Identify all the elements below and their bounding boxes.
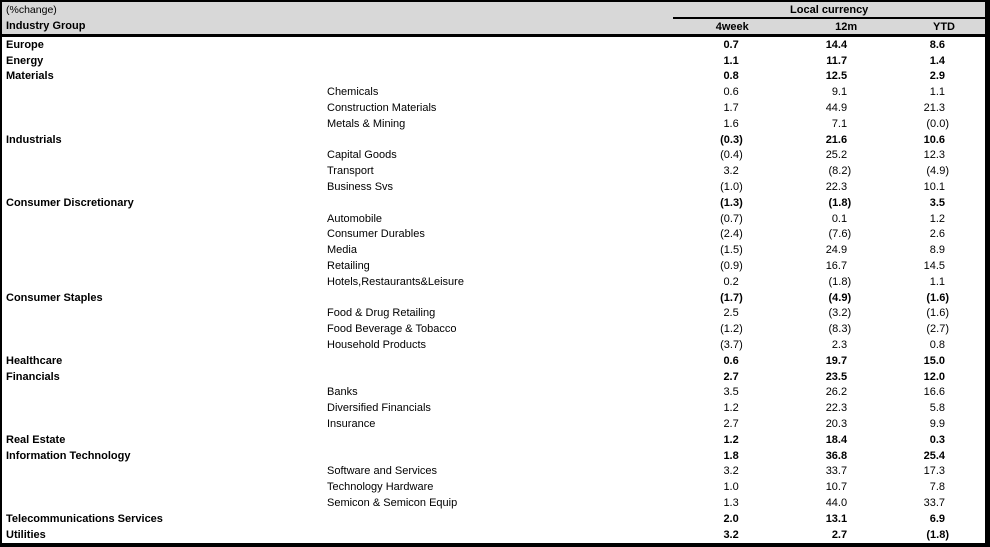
value-cell: 21.3 — [923, 102, 945, 115]
sub-industry-label: Food Beverage & Tobacco — [327, 323, 457, 336]
value-cell: (3.2) — [828, 307, 852, 320]
value-cell: 1.7 — [723, 102, 739, 115]
industry-group-label: Energy — [6, 54, 44, 67]
value-cell: (8.2) — [828, 165, 852, 178]
value-cell: (2.4) — [720, 228, 743, 241]
value-cell: 3.2 — [723, 165, 739, 178]
value-cell: 3.5 — [929, 196, 945, 209]
industry-group-label: Europe — [6, 38, 44, 51]
sub-industry-label: Business Svs — [327, 181, 394, 194]
value-cell: 14.5 — [923, 260, 945, 273]
sub-industry-label: Consumer Durables — [327, 228, 425, 241]
value-cell: 1.2 — [723, 402, 739, 415]
sub-industry-label: Technology Hardware — [327, 481, 434, 494]
sub-industry-label: Retailing — [327, 260, 370, 273]
industry-group-column-header: Industry Group — [1, 18, 673, 36]
value-cell: 2.9 — [929, 70, 945, 83]
percent-change-note: (%change) — [1, 1, 673, 18]
column-header-12m: 12m — [779, 18, 887, 36]
table-row — [1, 36, 988, 53]
table-row — [1, 100, 988, 116]
value-cell: (1.5) — [720, 244, 743, 257]
value-cell: 23.5 — [825, 370, 848, 383]
value-cell: 12.0 — [923, 370, 945, 383]
value-cell: 1.2 — [929, 212, 945, 225]
value-cell: 11.7 — [826, 54, 848, 67]
sub-industry-label: Capital Goods — [327, 149, 397, 162]
industry-group-label: Consumer Staples — [6, 291, 103, 304]
value-cell: 21.6 — [825, 133, 848, 146]
value-cell: 2.5 — [723, 307, 739, 320]
column-header-4week: 4week — [673, 18, 778, 36]
value-cell: (7.6) — [828, 228, 852, 241]
value-cell: 2.6 — [929, 228, 945, 241]
value-cell: (8.3) — [828, 323, 852, 336]
value-cell: (1.8) — [828, 196, 852, 209]
sub-industry-label: Insurance — [327, 418, 376, 431]
table-row — [1, 448, 988, 464]
table-row — [1, 84, 988, 100]
value-cell: 1.1 — [929, 86, 945, 99]
sub-industry-label: Food & Drug Retailing — [327, 307, 436, 320]
value-cell: (0.4) — [720, 149, 743, 162]
value-cell: 6.9 — [929, 512, 945, 525]
value-cell: 22.3 — [825, 181, 848, 194]
value-cell: 1.8 — [723, 449, 739, 462]
value-cell: 3.2 — [723, 465, 739, 478]
industry-group-label: Healthcare — [6, 354, 63, 367]
sub-industry-label: Diversified Financials — [327, 402, 431, 415]
value-cell: 0.7 — [723, 38, 739, 51]
table-row — [1, 511, 988, 527]
value-cell: 0.2 — [723, 275, 739, 288]
table-row — [1, 69, 988, 85]
table-row — [1, 274, 988, 290]
value-cell: 19.7 — [825, 354, 848, 367]
industry-group-label: Real Estate — [6, 433, 66, 446]
table-row — [1, 116, 988, 132]
value-cell: 0.8 — [723, 70, 739, 83]
value-cell: (0.3) — [720, 133, 743, 146]
table-row — [1, 132, 988, 148]
table-body — [1, 36, 988, 545]
value-cell: 10.7 — [825, 481, 848, 494]
value-cell: (2.7) — [926, 323, 949, 336]
table-row — [1, 148, 988, 164]
table-row — [1, 163, 988, 179]
industry-group-label: Telecommunications Services — [6, 512, 163, 525]
value-cell: 1.1 — [929, 275, 945, 288]
value-cell: (4.9) — [926, 165, 949, 178]
value-cell: 1.3 — [723, 497, 739, 509]
table-row — [1, 290, 988, 306]
value-cell: 26.2 — [825, 386, 848, 399]
sub-industry-label: Media — [327, 244, 357, 257]
value-cell: (1.8) — [828, 275, 852, 288]
value-cell: 14.4 — [825, 38, 848, 51]
table-row — [1, 337, 988, 353]
value-cell: (1.8) — [926, 528, 949, 541]
value-cell: 2.0 — [723, 512, 739, 525]
value-cell: (0.9) — [720, 260, 743, 273]
sub-industry-label: Chemicals — [327, 86, 379, 99]
value-cell: 15.0 — [923, 354, 945, 367]
value-cell: 8.9 — [929, 244, 945, 257]
value-cell: 44.9 — [825, 102, 848, 115]
industry-group-label: Consumer Discretionary — [6, 196, 134, 209]
value-cell: (1.3) — [720, 196, 743, 209]
value-cell: (1.7) — [720, 291, 743, 304]
value-cell: 0.8 — [929, 339, 945, 352]
value-cell: 7.1 — [831, 117, 848, 130]
value-cell: 3.5 — [723, 386, 739, 399]
table-row — [1, 258, 988, 274]
value-cell: 2.7 — [723, 370, 739, 383]
sub-industry-label: Automobile — [327, 212, 383, 225]
sub-industry-label: Semicon & Semicon Equip — [327, 497, 458, 509]
table-row — [1, 495, 988, 511]
value-cell: 9.9 — [929, 418, 945, 431]
table-row — [1, 53, 988, 69]
value-cell: 18.4 — [825, 433, 848, 446]
table-row — [1, 416, 988, 432]
value-cell: 9.1 — [831, 86, 848, 99]
value-cell: 0.6 — [723, 354, 739, 367]
value-cell: (1.2) — [720, 323, 743, 336]
value-cell: 25.4 — [923, 449, 945, 462]
value-cell: 1.2 — [723, 433, 739, 446]
table-row — [1, 227, 988, 243]
header-row-currency — [1, 1, 988, 18]
value-cell: (0.0) — [926, 117, 949, 130]
industry-group-label: Utilities — [6, 528, 46, 541]
table-header — [1, 1, 988, 36]
table-row — [1, 527, 988, 545]
header-row-columns — [1, 18, 988, 36]
value-cell: 33.7 — [923, 497, 945, 509]
value-cell: 33.7 — [825, 465, 848, 478]
sub-industry-label: Software and Services — [327, 465, 438, 478]
value-cell: 0.1 — [831, 212, 848, 225]
value-cell: 1.0 — [723, 481, 739, 494]
value-cell: 2.7 — [831, 528, 848, 541]
table-row — [1, 353, 988, 369]
sub-industry-label: Construction Materials — [327, 102, 437, 115]
value-cell: 12.3 — [923, 149, 945, 162]
value-cell: 25.2 — [825, 149, 848, 162]
value-cell: (1.6) — [926, 291, 949, 304]
table-row — [1, 432, 988, 448]
value-cell: 2.7 — [723, 418, 739, 431]
table-row — [1, 385, 988, 401]
sub-industry-label: Hotels,Restaurants&Leisure — [327, 275, 464, 288]
local-currency-group-header: Local currency — [673, 1, 987, 18]
table-row — [1, 479, 988, 495]
value-cell: 12.5 — [825, 70, 848, 83]
value-cell: 22.3 — [825, 402, 848, 415]
value-cell: 5.8 — [929, 402, 945, 415]
column-header-ytd: YTD — [887, 18, 987, 36]
value-cell: (1.0) — [720, 181, 743, 194]
value-cell: 44.0 — [825, 497, 848, 509]
value-cell: 3.2 — [723, 528, 739, 541]
value-cell: 8.6 — [929, 38, 945, 51]
table-row — [1, 321, 988, 337]
value-cell: 0.3 — [929, 433, 945, 446]
value-cell: (0.7) — [720, 212, 743, 225]
value-cell: 1.1 — [723, 54, 739, 67]
industry-group-label: Financials — [6, 370, 60, 383]
value-cell: 0.6 — [723, 86, 739, 99]
value-cell: (4.9) — [828, 291, 852, 304]
table-row — [1, 400, 988, 416]
value-cell: 10.6 — [923, 133, 945, 146]
sub-industry-label: Metals & Mining — [327, 117, 406, 130]
value-cell: 2.3 — [831, 339, 848, 352]
table-row — [1, 464, 988, 480]
industry-group-label: Industrials — [6, 133, 62, 146]
value-cell: 10.1 — [923, 181, 945, 194]
value-cell: (3.7) — [720, 339, 743, 352]
value-cell: 1.4 — [929, 54, 945, 67]
table-row — [1, 195, 988, 211]
sub-industry-label: Household Products — [327, 339, 427, 352]
table-row — [1, 179, 988, 195]
value-cell: 36.8 — [825, 449, 848, 462]
value-cell: (1.6) — [926, 307, 949, 320]
sub-industry-label: Transport — [327, 165, 374, 178]
sub-industry-label: Banks — [327, 386, 358, 399]
industry-group-label: Materials — [6, 70, 54, 83]
value-cell: 24.9 — [825, 244, 848, 257]
table-row — [1, 211, 988, 227]
value-cell: 1.6 — [723, 117, 739, 130]
table-row — [1, 242, 988, 258]
value-cell: 13.1 — [825, 512, 848, 525]
value-cell: 7.8 — [929, 481, 945, 494]
value-cell: 20.3 — [825, 418, 848, 431]
table-row — [1, 306, 988, 322]
value-cell: 16.6 — [923, 386, 945, 399]
value-cell: 16.7 — [825, 260, 848, 273]
value-cell: 17.3 — [923, 465, 945, 478]
industry-group-label: Information Technology — [6, 449, 131, 462]
table-row — [1, 369, 988, 385]
